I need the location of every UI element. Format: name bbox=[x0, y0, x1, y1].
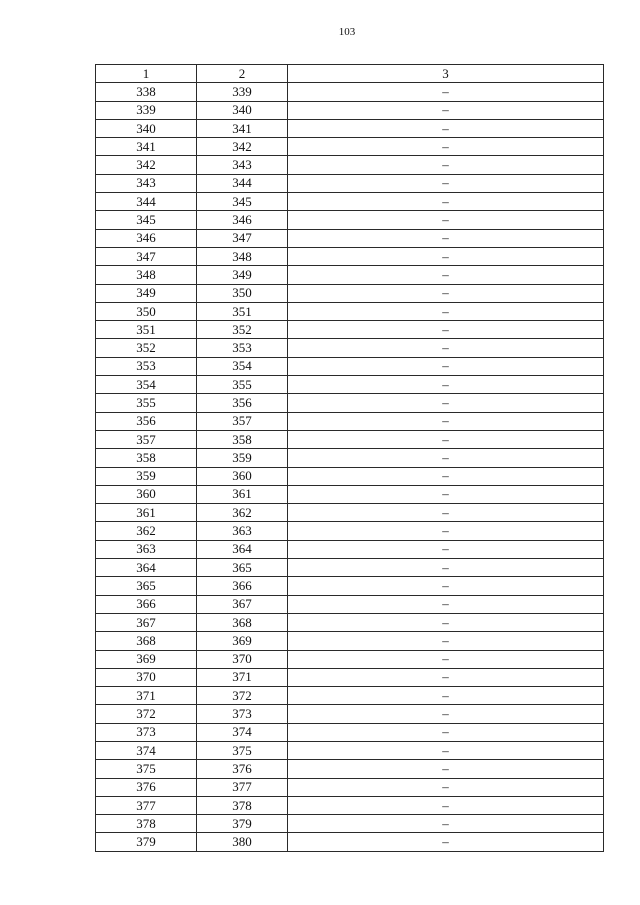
table-cell-col-1: 377 bbox=[96, 796, 197, 814]
table-cell-col-3: – bbox=[288, 613, 604, 631]
table-cell-col-2: 363 bbox=[197, 522, 288, 540]
table-cell-col-3: – bbox=[288, 559, 604, 577]
table-cell-col-3: – bbox=[288, 119, 604, 137]
table-cell-col-3: – bbox=[288, 138, 604, 156]
table-row bbox=[96, 284, 604, 302]
table-row bbox=[96, 741, 604, 759]
table-cell-col-2: 346 bbox=[197, 211, 288, 229]
table-cell-col-2: 371 bbox=[197, 668, 288, 686]
table-cell-col-2: 380 bbox=[197, 833, 288, 851]
table-cell-col-2: 370 bbox=[197, 650, 288, 668]
table-row bbox=[96, 796, 604, 814]
table-row bbox=[96, 577, 604, 595]
table-cell-col-3: – bbox=[288, 302, 604, 320]
table-cell-col-2: 347 bbox=[197, 229, 288, 247]
table-cell-col-1: 359 bbox=[96, 467, 197, 485]
table-row bbox=[96, 119, 604, 137]
table-row bbox=[96, 668, 604, 686]
table-cell-col-1: 342 bbox=[96, 156, 197, 174]
table-cell-col-1: 379 bbox=[96, 833, 197, 851]
table-cell-col-3: – bbox=[288, 376, 604, 394]
table-row bbox=[96, 247, 604, 265]
header-row bbox=[96, 65, 604, 83]
table-cell-col-3: – bbox=[288, 632, 604, 650]
table-cell-col-1: 355 bbox=[96, 394, 197, 412]
table-cell-col-1: 366 bbox=[96, 595, 197, 613]
table-cell-col-1: 376 bbox=[96, 778, 197, 796]
table-cell-col-1: 348 bbox=[96, 266, 197, 284]
table-cell-col-1: 338 bbox=[96, 83, 197, 101]
table-cell-col-1: 365 bbox=[96, 577, 197, 595]
table-cell-col-3: – bbox=[288, 687, 604, 705]
column-header-3: 3 bbox=[288, 65, 604, 83]
table-cell-col-1: 340 bbox=[96, 119, 197, 137]
table-cell-col-1: 349 bbox=[96, 284, 197, 302]
table-cell-col-1: 341 bbox=[96, 138, 197, 156]
table-cell-col-3: – bbox=[288, 430, 604, 448]
table-cell-col-2: 343 bbox=[197, 156, 288, 174]
column-header-2: 2 bbox=[197, 65, 288, 83]
table-cell-col-2: 362 bbox=[197, 504, 288, 522]
table-cell-col-2: 366 bbox=[197, 577, 288, 595]
table-cell-col-3: – bbox=[288, 760, 604, 778]
table-cell-col-1: 375 bbox=[96, 760, 197, 778]
table-cell-col-2: 364 bbox=[197, 540, 288, 558]
table-row bbox=[96, 595, 604, 613]
table-cell-col-3: – bbox=[288, 247, 604, 265]
table-row bbox=[96, 302, 604, 320]
table-cell-col-3: – bbox=[288, 467, 604, 485]
table-cell-col-1: 360 bbox=[96, 485, 197, 503]
table-row bbox=[96, 339, 604, 357]
table-row bbox=[96, 559, 604, 577]
table-cell-col-2: 350 bbox=[197, 284, 288, 302]
table-row bbox=[96, 705, 604, 723]
table-cell-col-2: 360 bbox=[197, 467, 288, 485]
table-row bbox=[96, 101, 604, 119]
table-row bbox=[96, 540, 604, 558]
table-cell-col-1: 369 bbox=[96, 650, 197, 668]
table-row bbox=[96, 83, 604, 101]
table-body bbox=[96, 83, 604, 851]
table-row bbox=[96, 833, 604, 851]
table-cell-col-3: – bbox=[288, 266, 604, 284]
table-cell-col-3: – bbox=[288, 211, 604, 229]
table-cell-col-1: 374 bbox=[96, 741, 197, 759]
table-cell-col-1: 350 bbox=[96, 302, 197, 320]
table-row bbox=[96, 778, 604, 796]
table-cell-col-3: – bbox=[288, 595, 604, 613]
table-cell-col-2: 375 bbox=[197, 741, 288, 759]
table-cell-col-1: 358 bbox=[96, 449, 197, 467]
table-cell-col-2: 354 bbox=[197, 357, 288, 375]
table-row bbox=[96, 522, 604, 540]
table-cell-col-3: – bbox=[288, 833, 604, 851]
table-header bbox=[96, 65, 604, 83]
table-cell-col-1: 357 bbox=[96, 430, 197, 448]
table-cell-col-3: – bbox=[288, 485, 604, 503]
table-cell-col-1: 361 bbox=[96, 504, 197, 522]
table-cell-col-3: – bbox=[288, 284, 604, 302]
page-number: 103 bbox=[338, 26, 356, 38]
table-row bbox=[96, 394, 604, 412]
table-cell-col-1: 368 bbox=[96, 632, 197, 650]
table-cell-col-2: 340 bbox=[197, 101, 288, 119]
table-cell-col-1: 378 bbox=[96, 815, 197, 833]
table-cell-col-1: 370 bbox=[96, 668, 197, 686]
table-row bbox=[96, 613, 604, 631]
table-cell-col-3: – bbox=[288, 504, 604, 522]
table-cell-col-3: – bbox=[288, 101, 604, 119]
table-cell-col-2: 358 bbox=[197, 430, 288, 448]
data-table bbox=[95, 64, 604, 852]
table-cell-col-2: 349 bbox=[197, 266, 288, 284]
table-cell-col-2: 361 bbox=[197, 485, 288, 503]
table-cell-col-3: – bbox=[288, 815, 604, 833]
table-row bbox=[96, 815, 604, 833]
table-cell-col-3: – bbox=[288, 229, 604, 247]
table-cell-col-3: – bbox=[288, 778, 604, 796]
table-cell-col-2: 348 bbox=[197, 247, 288, 265]
table-cell-col-1: 344 bbox=[96, 193, 197, 211]
table-row bbox=[96, 449, 604, 467]
table-cell-col-3: – bbox=[288, 412, 604, 430]
table-cell-col-2: 368 bbox=[197, 613, 288, 631]
table-cell-col-2: 355 bbox=[197, 376, 288, 394]
table-cell-col-3: – bbox=[288, 540, 604, 558]
table-cell-col-1: 339 bbox=[96, 101, 197, 119]
table-cell-col-1: 347 bbox=[96, 247, 197, 265]
table-cell-col-3: – bbox=[288, 449, 604, 467]
table-cell-col-1: 354 bbox=[96, 376, 197, 394]
table-cell-col-3: – bbox=[288, 668, 604, 686]
table-row bbox=[96, 485, 604, 503]
table-cell-col-2: 374 bbox=[197, 723, 288, 741]
table-cell-col-3: – bbox=[288, 357, 604, 375]
table-cell-col-3: – bbox=[288, 156, 604, 174]
table-cell-col-1: 363 bbox=[96, 540, 197, 558]
table-row bbox=[96, 211, 604, 229]
table-cell-col-3: – bbox=[288, 193, 604, 211]
table-row bbox=[96, 687, 604, 705]
table-row bbox=[96, 376, 604, 394]
column-header-1: 1 bbox=[96, 65, 197, 83]
table-cell-col-2: 339 bbox=[197, 83, 288, 101]
table-cell-col-1: 352 bbox=[96, 339, 197, 357]
table-row bbox=[96, 229, 604, 247]
table-cell-col-2: 356 bbox=[197, 394, 288, 412]
table-cell-col-1: 364 bbox=[96, 559, 197, 577]
table-cell-col-1: 372 bbox=[96, 705, 197, 723]
table-cell-col-3: – bbox=[288, 522, 604, 540]
table-cell-col-3: – bbox=[288, 83, 604, 101]
table-cell-col-1: 345 bbox=[96, 211, 197, 229]
table-cell-col-1: 351 bbox=[96, 321, 197, 339]
table-cell-col-2: 376 bbox=[197, 760, 288, 778]
table-cell-col-3: – bbox=[288, 577, 604, 595]
table-row bbox=[96, 412, 604, 430]
table-cell-col-3: – bbox=[288, 650, 604, 668]
table-cell-col-2: 357 bbox=[197, 412, 288, 430]
table-cell-col-2: 353 bbox=[197, 339, 288, 357]
table-cell-col-3: – bbox=[288, 339, 604, 357]
table-cell-col-1: 371 bbox=[96, 687, 197, 705]
table-row bbox=[96, 650, 604, 668]
table-cell-col-1: 356 bbox=[96, 412, 197, 430]
table-row bbox=[96, 632, 604, 650]
table-row bbox=[96, 430, 604, 448]
table-row bbox=[96, 193, 604, 211]
table-cell-col-2: 367 bbox=[197, 595, 288, 613]
table-row bbox=[96, 723, 604, 741]
table-cell-col-2: 359 bbox=[197, 449, 288, 467]
table-row bbox=[96, 321, 604, 339]
table-cell-col-3: – bbox=[288, 394, 604, 412]
table-cell-col-1: 353 bbox=[96, 357, 197, 375]
table-cell-col-3: – bbox=[288, 741, 604, 759]
table-cell-col-2: 352 bbox=[197, 321, 288, 339]
table-cell-col-2: 372 bbox=[197, 687, 288, 705]
table-cell-col-2: 379 bbox=[197, 815, 288, 833]
table-cell-col-3: – bbox=[288, 321, 604, 339]
table-cell-col-2: 369 bbox=[197, 632, 288, 650]
table-cell-col-3: – bbox=[288, 723, 604, 741]
table-cell-col-1: 362 bbox=[96, 522, 197, 540]
table-cell-col-2: 345 bbox=[197, 193, 288, 211]
table-cell-col-3: – bbox=[288, 796, 604, 814]
table-cell-col-1: 367 bbox=[96, 613, 197, 631]
table-cell-col-1: 373 bbox=[96, 723, 197, 741]
table-cell-col-1: 343 bbox=[96, 174, 197, 192]
table-cell-col-2: 341 bbox=[197, 119, 288, 137]
table-row bbox=[96, 156, 604, 174]
table-row bbox=[96, 504, 604, 522]
table-row bbox=[96, 266, 604, 284]
table-row bbox=[96, 357, 604, 375]
table-cell-col-2: 378 bbox=[197, 796, 288, 814]
table-cell-col-2: 351 bbox=[197, 302, 288, 320]
table-cell-col-1: 346 bbox=[96, 229, 197, 247]
table-cell-col-2: 365 bbox=[197, 559, 288, 577]
table-cell-col-2: 342 bbox=[197, 138, 288, 156]
table-row bbox=[96, 760, 604, 778]
table-cell-col-2: 344 bbox=[197, 174, 288, 192]
table-cell-col-3: – bbox=[288, 174, 604, 192]
table-row bbox=[96, 174, 604, 192]
table-cell-col-3: – bbox=[288, 705, 604, 723]
table-row bbox=[96, 138, 604, 156]
table-cell-col-2: 373 bbox=[197, 705, 288, 723]
table-row bbox=[96, 467, 604, 485]
table-cell-col-2: 377 bbox=[197, 778, 288, 796]
